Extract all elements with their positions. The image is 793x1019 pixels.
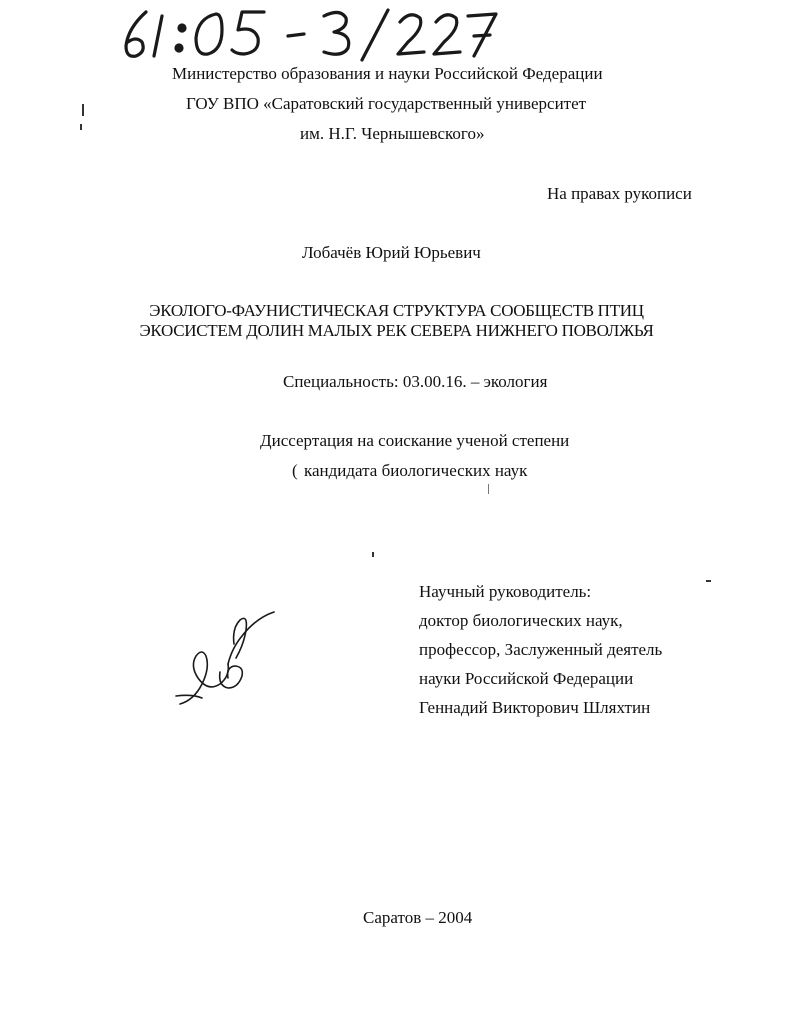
specialty-line: Специальность: 03.00.16. – экология bbox=[283, 372, 548, 391]
scan-mark bbox=[82, 104, 84, 116]
supervisor-label: Научный руководитель: bbox=[419, 582, 592, 601]
ministry-line: Министерство образования и науки Российской Федерации bbox=[172, 64, 603, 83]
scan-mark bbox=[488, 484, 489, 494]
supervisor-degree: доктор биологических наук, bbox=[419, 611, 623, 630]
handwritten-archive-number bbox=[118, 6, 508, 64]
dissertation-title-line-1: ЭКОЛОГО-ФАУНИСТИЧЕСКАЯ СТРУКТУРА СООБЩЕСТВ ПТИЦ bbox=[149, 301, 644, 320]
degree-line-1: Диссертация на соискание ученой степени bbox=[260, 431, 570, 450]
supervisor-title-continued: науки Российской Федерации bbox=[419, 669, 634, 688]
university-named-after-line: им. Н.Г. Чернышевского» bbox=[300, 124, 485, 143]
degree-bracket: ( bbox=[292, 461, 298, 480]
university-line: ГОУ ВПО «Саратовский государственный университет bbox=[186, 94, 587, 113]
degree-line-2: кандидата биологических наук bbox=[304, 461, 528, 480]
author-name: Лобачёв Юрий Юрьевич bbox=[302, 243, 481, 262]
city-and-year: Саратов – 2004 bbox=[363, 908, 473, 927]
scan-mark bbox=[372, 552, 374, 557]
supervisor-title: профессор, Заслуженный деятель bbox=[419, 640, 663, 659]
supervisor-name: Геннадий Викторович Шляхтин bbox=[419, 698, 651, 717]
scan-mark bbox=[706, 580, 711, 582]
dissertation-title-line-2: ЭКОСИСТЕМ ДОЛИН МАЛЫХ РЕК СЕВЕРА НИЖНЕГО ПОВОЛЖЬЯ bbox=[139, 321, 654, 340]
scan-mark bbox=[80, 124, 82, 130]
manuscript-rights-note: На правах рукописи bbox=[547, 184, 692, 203]
handwritten-signature bbox=[172, 608, 284, 710]
